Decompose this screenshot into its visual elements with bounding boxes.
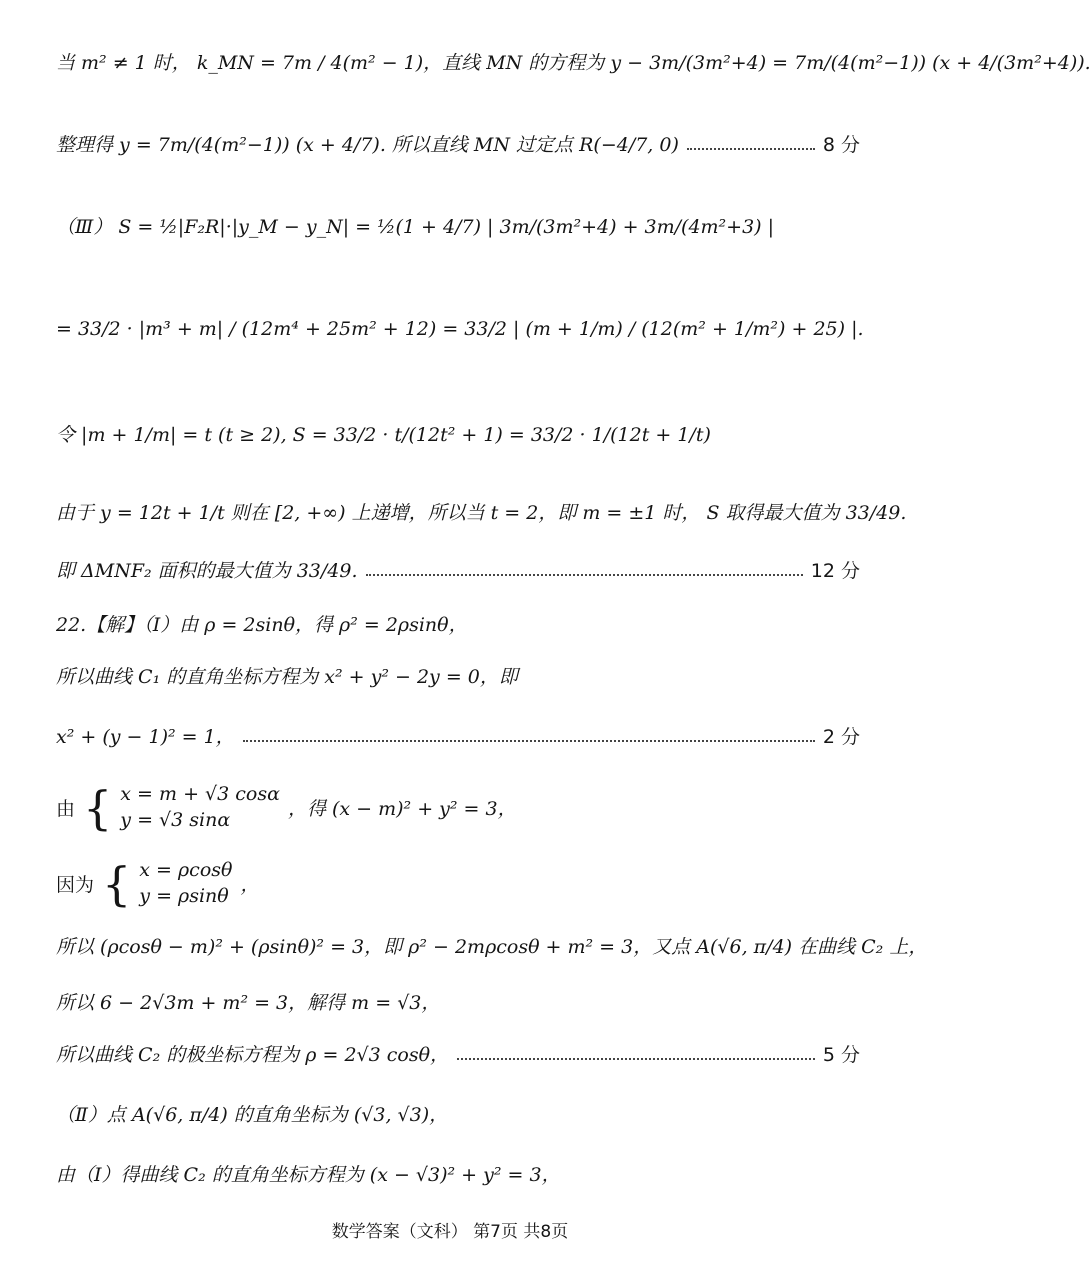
line-max-area bbox=[56, 556, 860, 583]
line-c2-polar bbox=[56, 1040, 860, 1067]
system-eq-x: x = m + √3 cosα bbox=[120, 783, 280, 805]
dot-leader bbox=[687, 148, 815, 150]
line-c2-polar-derive bbox=[56, 932, 928, 959]
line-solve-m bbox=[56, 988, 860, 1015]
line-substitution-t bbox=[56, 420, 860, 447]
parametric-system bbox=[120, 782, 280, 833]
line-q22-start bbox=[56, 610, 860, 637]
brace-symbol: { bbox=[102, 856, 132, 911]
line-c1-standard bbox=[56, 722, 860, 749]
line-c2-cartesian bbox=[56, 1160, 860, 1187]
text-c2-cartesian: 由（Ⅰ）得曲线 C₂ 的直角坐标方程为 (x − √3)² + y² = 3， bbox=[56, 1164, 561, 1186]
text-c1-standard: x² + (y − 1)² = 1， bbox=[56, 726, 235, 748]
line-monotonic bbox=[56, 498, 907, 525]
text-max-area: 即 ΔMNF₂ 面积的最大值为 33/49. bbox=[56, 560, 358, 582]
dot-leader bbox=[366, 574, 803, 576]
line-area-simplify bbox=[56, 318, 864, 340]
line-c1-cartesian bbox=[56, 662, 860, 689]
polar-system bbox=[139, 858, 232, 909]
text-solve-m: 所以 6 − 2√3m + m² = 3，解得 m = √3， bbox=[56, 992, 441, 1014]
text-c2-parametric-prefix: 由 bbox=[56, 798, 76, 821]
system-eq-y: y = √3 sinα bbox=[120, 808, 231, 831]
text-kmn-slope: 当 m² ≠ 1 时， k_MN = 7m / 4(m² − 1)，直线 MN 的方程为 y − 3m/(3m²+4) = 7m/(4(m²−1)) (x + 4/(3m²+4)). bbox=[56, 52, 1091, 74]
line-part2-point-a bbox=[56, 1100, 860, 1127]
text-polar-suffix: ， bbox=[240, 874, 260, 897]
score-label: 5 分 bbox=[822, 1044, 860, 1066]
line-part3-area bbox=[56, 212, 860, 239]
brace-symbol: { bbox=[83, 780, 113, 835]
text-area-simplify: = 33/2 · |m³ + m| / (12m⁴ + 25m² + 12) = 33/2 | (m + 1/m) / (12(m² + 1/m²) + 25) |. bbox=[56, 318, 864, 340]
text-monotonic: 由于 y = 12t + 1/t 则在 [2, +∞) 上递增，所以当 t = 2，即 m = ±1 时， S 取得最大值为 33/49. bbox=[56, 502, 907, 524]
page-footer: 数学答案（文科） 第7页 共8页 bbox=[331, 1222, 569, 1242]
text-c2-parametric-result: ，得 (x − m)² + y² = 3， bbox=[287, 798, 517, 821]
text-q22-start: 22.【解】（Ⅰ）由 ρ = 2sinθ，得 ρ² = 2ρsinθ， bbox=[56, 614, 468, 636]
text-part2-point-a: （Ⅱ）点 A(√6, π/4) 的直角坐标为 (√3, √3)， bbox=[56, 1104, 449, 1126]
text-polar-prefix: 因为 bbox=[56, 874, 95, 897]
system-eq-x: x = ρcosθ bbox=[139, 859, 233, 881]
line-polar-conversion bbox=[56, 858, 860, 909]
text-part3-area: （Ⅲ） S = ½|F₂R|·|y_M − y_N| = ½(1 + 4/7) | 3m/(3m²+4) + 3m/(4m²+3) | bbox=[56, 216, 775, 238]
text-c2-polar: 所以曲线 C₂ 的极坐标方程为 ρ = 2√3 cosθ， bbox=[56, 1044, 450, 1066]
text-c1-cartesian: 所以曲线 C₁ 的直角坐标方程为 x² + y² − 2y = 0，即 bbox=[56, 666, 518, 688]
text-substitution-t: 令 |m + 1/m| = t (t ≥ 2), S = 33/2 · t/(12t² + 1) = 33/2 · 1/(12t + 1/t) bbox=[56, 424, 711, 446]
text-mn-fixed-point: 整理得 y = 7m/(4(m²−1)) (x + 4/7). 所以直线 MN 过定点 R(−4/7, 0) bbox=[56, 134, 679, 156]
line-c2-parametric bbox=[56, 782, 860, 833]
score-label: 2 分 bbox=[822, 726, 860, 748]
dot-leader bbox=[243, 740, 815, 742]
system-eq-y: y = ρsinθ bbox=[139, 884, 229, 907]
dot-leader bbox=[457, 1058, 815, 1060]
text-c2-polar-derive: 所以 (ρcosθ − m)² + (ρsinθ)² = 3，即 ρ² − 2mρcosθ + m² = 3，又点 A(√6, π/4) 在曲线 C₂ 上， bbox=[56, 936, 928, 958]
score-label: 12 分 bbox=[810, 560, 860, 582]
line-kmn-slope bbox=[56, 48, 1091, 75]
line-mn-fixed-point bbox=[56, 130, 860, 157]
score-label: 8 分 bbox=[822, 134, 860, 156]
